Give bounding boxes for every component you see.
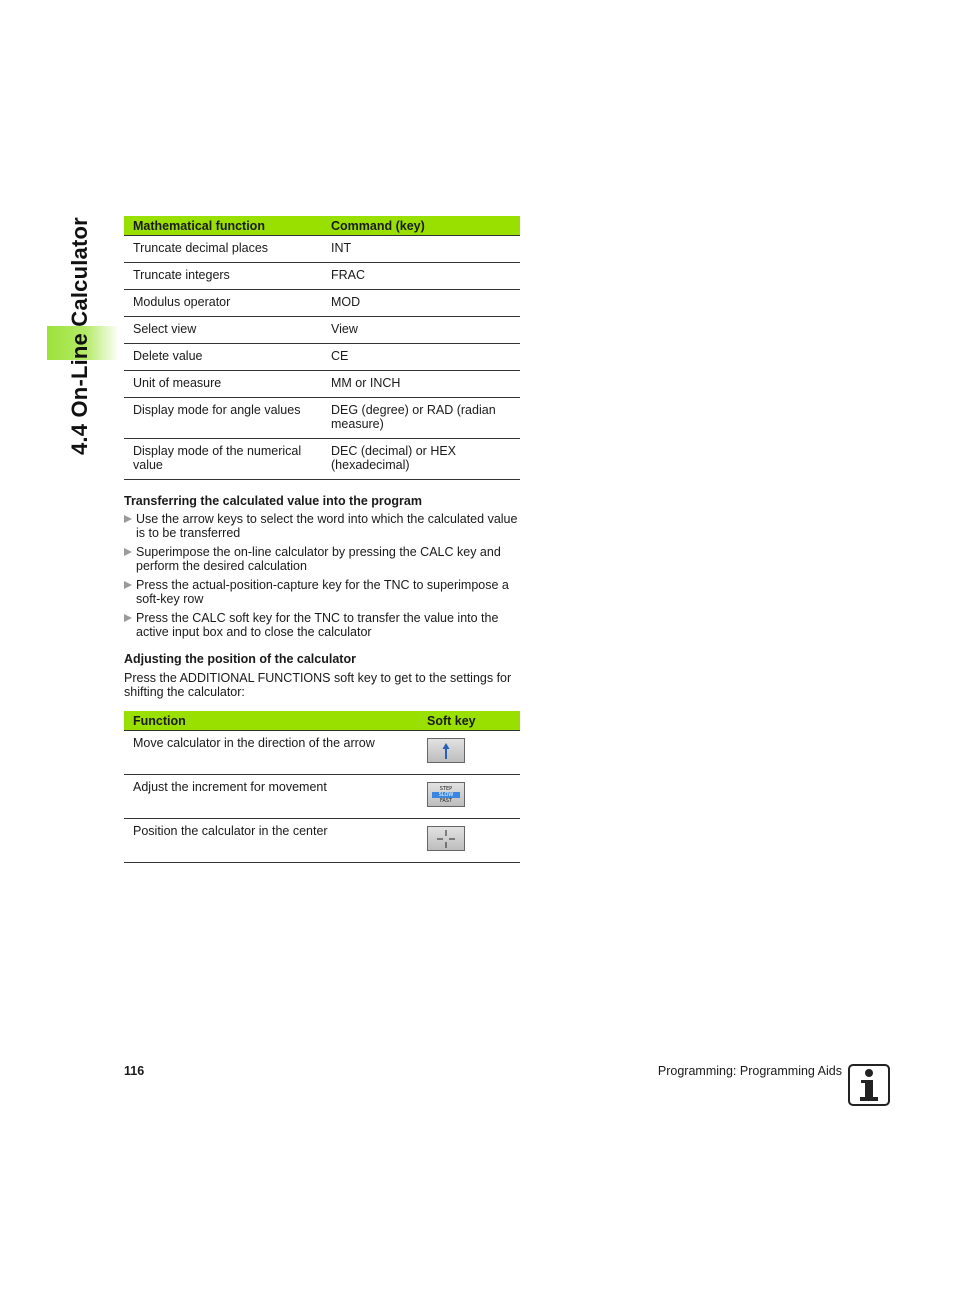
softkey-cell — [418, 731, 520, 775]
function-cell: Unit of measure — [124, 371, 322, 398]
command-cell: View — [322, 317, 520, 344]
softkey-line-selected: SLOW — [432, 792, 461, 798]
step-text: Press the actual-position-capture key for the TNC to superimpose a soft-key row — [136, 578, 509, 606]
section-heading-transfer: Transferring the calculated value into the program — [124, 494, 422, 508]
function-cell: Truncate decimal places — [124, 236, 322, 263]
column-header: Mathematical function — [124, 216, 322, 236]
arrow-up-icon — [441, 742, 451, 760]
list-item — [124, 611, 520, 639]
table-row — [124, 371, 520, 398]
transfer-steps-list — [124, 512, 520, 644]
softkey-line: STEP — [439, 785, 453, 792]
softkey-functions-table — [124, 711, 520, 863]
info-icon — [848, 1064, 890, 1106]
function-cell: Position the calculator in the center — [124, 819, 418, 863]
table-row — [124, 317, 520, 344]
command-cell: DEC (decimal) or HEX (hexadecimal) — [322, 439, 520, 480]
bullet-arrow-icon — [124, 548, 132, 556]
command-cell: INT — [322, 236, 520, 263]
table-row — [124, 263, 520, 290]
info-glyph-icon — [856, 1068, 882, 1102]
softkey-cell — [418, 819, 520, 863]
table-row — [124, 344, 520, 371]
table-row — [124, 819, 520, 863]
function-cell: Delete value — [124, 344, 322, 371]
chapter-footer: Programming: Programming Aids — [657, 1064, 842, 1078]
list-item — [124, 545, 520, 573]
section-heading-position: Adjusting the position of the calculator — [124, 652, 356, 666]
list-item — [124, 512, 520, 540]
bullet-arrow-icon — [124, 614, 132, 622]
column-header: Command (key) — [322, 216, 520, 236]
position-description: Press the ADDITIONAL FUNCTIONS soft key to get to the settings for shifting the calculator: — [124, 671, 512, 699]
center-softkey[interactable] — [427, 826, 465, 851]
bullet-arrow-icon — [124, 515, 132, 523]
command-cell: CE — [322, 344, 520, 371]
command-cell: MM or INCH — [322, 371, 520, 398]
step-text: Use the arrow keys to select the word into which the calculated value is to be transferred — [136, 512, 518, 540]
arrow-up-softkey[interactable] — [427, 738, 465, 763]
center-crosshair-icon — [436, 829, 456, 849]
function-cell: Display mode of the numerical value — [124, 439, 322, 480]
step-slow-fast-softkey[interactable] — [427, 782, 465, 807]
table-row — [124, 290, 520, 317]
function-cell: Adjust the increment for movement — [124, 775, 418, 819]
softkey-cell — [418, 775, 520, 819]
command-cell: FRAC — [322, 263, 520, 290]
table-row — [124, 775, 520, 819]
table-row — [124, 439, 520, 480]
command-cell: DEG (degree) or RAD (radian measure) — [322, 398, 520, 439]
column-header: Function — [124, 711, 418, 731]
step-text: Press the CALC soft key for the TNC to transfer the value into the active input box and to close the calculator — [136, 611, 499, 639]
math-functions-table — [124, 216, 520, 480]
command-cell: MOD — [322, 290, 520, 317]
function-cell: Display mode for angle values — [124, 398, 322, 439]
chapter-side-title: 4.4 On-Line Calculator — [67, 217, 92, 455]
function-cell: Modulus operator — [124, 290, 322, 317]
table-header-row — [124, 216, 520, 236]
table-row — [124, 236, 520, 263]
function-cell: Truncate integers — [124, 263, 322, 290]
table-header-row — [124, 711, 520, 731]
softkey-line: FAST — [439, 797, 453, 804]
function-cell: Move calculator in the direction of the arrow — [124, 731, 418, 775]
list-item — [124, 578, 520, 606]
step-text: Superimpose the on-line calculator by pressing the CALC key and perform the desired calculation — [136, 545, 501, 573]
step-slow-fast-icon — [432, 786, 461, 804]
function-cell: Select view — [124, 317, 322, 344]
column-header: Soft key — [418, 711, 520, 731]
table-row — [124, 398, 520, 439]
page-number: 116 — [124, 1064, 145, 1078]
bullet-arrow-icon — [124, 581, 132, 589]
table-row — [124, 731, 520, 775]
